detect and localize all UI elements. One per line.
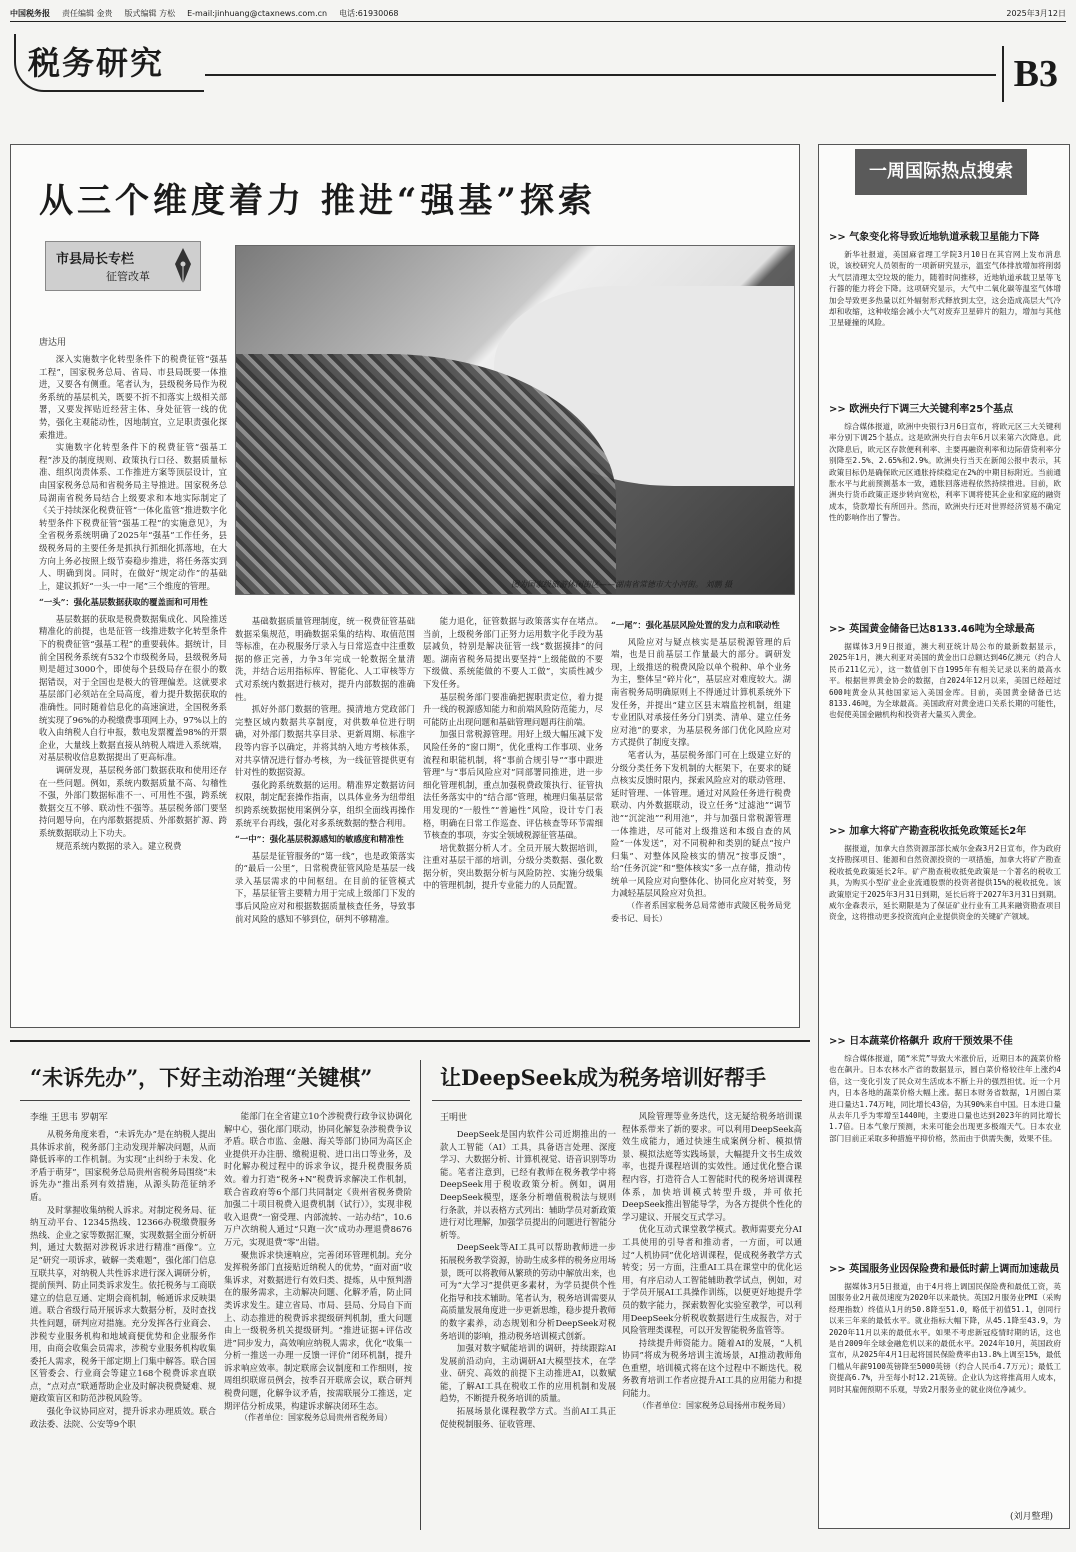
paragraph: 深入实施数字化转型条件下的税费征管“强基工程”，国家税务总局、省局、市县局既要一体推进，又要各有侧重。笔者认为，县级税务局作为税务系统的基层机关，既要不折不扣落实上级相关部署，又要发挥贴近经营主体、身处征管一线的优势，强化主观能动性，因地制宜，立足职责强化探索推进。: [39, 354, 227, 440]
paragraph: 持续提升师资能力。随着AI的发展，“人机协同”将成为税务培训主流场景，AI推动教师角色重塑，培训模式将在这个过程中不断迭代。税务教育培训工作者应提升AI工具的应用能力和提问能力。: [622, 1337, 802, 1399]
sidebar-title: 一周国际热点搜索: [855, 149, 1027, 195]
author-note: （作者系国家税务总局常德市武陵区税务局党委书记、局长）: [611, 901, 791, 923]
top-rule: [10, 21, 1066, 22]
news-title: >> 气象变化将导致近地轨道承载卫星能力下降: [829, 232, 1040, 243]
right-article-column-1: [440, 1128, 616, 1528]
paragraph: 从税务角度来看，“未诉先办”是在纳税人提出具体诉求前，税务部门主动发现并解决问题，从而降低诉率的工作机制。为实现“止纠纷于未发、化矛盾于萌芽”，国家税务总局贵州省税务局围绕“未诉先办”推出系列有效措施，从源头防范征纳矛盾。: [30, 1129, 216, 1202]
article-column-2: [235, 615, 415, 1015]
paragraph: 聚焦诉求快速响应，完善闭环管理机制。充分发挥税务部门直接贴近纳税人的优势，“面对面”收集诉求，对数据进行有效归类、提炼，从中预判潜在的服务需求，主动解决问题、化解矛盾，防止同类诉求发生。建立省局、市局、县局、分局自下而上、动态推进的税费诉求提级研判机制，重大问题由上一级税务机关提级研判。“推进证据+评估改进”同步发力，高效响应纳税人需求，优化“收集一分析一推送一办理一反馈一评价”闭环机制，提升诉求响应效率。制定联席会议制度和工作细则，按周组织联席员例会，按季召开联席会议，联合研判税费问题，化解争议矛盾，按需联展分工推送，定期评估分析成果，构建诉求解决闭环生态。: [224, 1249, 412, 1411]
column-divider: [420, 1060, 421, 1530]
issue-date: 2025年3月12日: [1006, 8, 1066, 18]
section-header: [10, 24, 1066, 132]
title-divider-left: [20, 1100, 410, 1101]
paragraph: 风险管理等业务迭代，这无疑给税务培训课程体系带来了新的要求。可以利用DeepSeek高效生成能力，通过快速生成案例分析、模拟情景、模拟法庭等实践场景，大幅提升文书生成效率，也提升课程培训的实效性。通过优化整合课程内容，打造符合人工智能时代的税务培训课程体系，加快培训模式转型升级，并可依托DeepSeek推出智能导学，为各方提供个性化的学习建议、开展交互式学习。: [622, 1111, 802, 1222]
news-body: 据媒体3月5日报道，由于4月将上调国民保险费和最低工资，英国服务业2月裁员速度为2020年以来最快。英国2月服务业PMI（采购经理指数）终值从1月的50.8降至51.0，略低于初值51.1，创同行以来三年来的最低水平。就业指标大幅下降，从45.1降至43.9，为2020年11月以来的最低水平。如果不考虑新冠疫情时期的话，这也是自2009年全球金融危机以来的最低水平。2024年10月，英国政府宣布，从2025年4月1日起将国民保险费率由13.8%上调至15%，最低门槛从年薪9100英镑降至5000英镑（约合人民币4.7万元）；最低工资提高6.7%，升至每小时12.21英镑。企业认为这将推高用人成本，同时其雇佣预期不乐观，导致2月服务业的就业岗位净减少。: [829, 1282, 1061, 1394]
news-body: 据报道，加拿大自然资源部部长威尔金森3月2日宣布，作为政府支持勘探项目、能源和自然资源投资的一项措施，加拿大将矿产勘查税收抵免政策延长2年。矿产勘查税收抵免政策是一个著名的税收工具，为购买小型矿业企业流通股票的投资者提供15%的税收抵免。该政策原定于2025年3月31日到期，延长后将于2027年3月31日到期。威尔金森表示，延长期限是为了保证矿业行业有工具来融资勘查项目资金，这将推动更多投资流向企业提供资金的关键矿产领域。: [829, 844, 1061, 922]
left-article-column-2: [224, 1110, 412, 1528]
sidebar-credit: (刘月整理): [1009, 1512, 1053, 1522]
email: E-mail:jinhuang@ctaxnews.com.cn: [187, 8, 328, 18]
paragraph: 加强对数字赋能培训的调研，持续跟踪AI发展前沿动向，主动调研AI大模型技术，在学业、研究、高效的前提下主动推进AI，以数赋能，了解AI工具在税收工作的应用机制和发展趋势，不断提升税务培训的质量。: [440, 1343, 616, 1404]
paragraph: 基础数据质量管理制度，统一税费征管基础数据采集规范，明确数据采集的结构、取值范围等标准，在办税服务厅录入与日常巡查中注重数据的修正完善，力争3年完成一轮数据全量清洗，并结合运用指标库、智能化、人工审核等方式对系统内数据进行核对，提升内部数据的准确性。: [235, 616, 415, 702]
news-body: 综合媒体报道，欧洲中央银行3月6日宣布，将欧元区三大关键利率分别下调25个基点。这是欧洲央行自去年6月以来第六次降息。此次降息后，欧元区存款便利利率、主要再融资利率和边际借贷利率分别降至2.5%、2.65%和2.9%。欧洲央行当天在新闻公报中表示，其政策目标仍是确保欧元区通胀持续稳定在2%的中期目标附近。当前通胀水平与此前预测基本一致，通胀回落进程依然持续推进。目前，欧洲央行货币政策正逐步转向宽松，利率下调将使其企业和家庭的融资成本，贷款增长有所回升。然而，欧洲央行还对世界经济贸易不确定性的影响作出了警告。: [829, 422, 1061, 523]
paper-name: 中国税务报: [10, 8, 50, 18]
bottom-rule: [10, 1040, 810, 1042]
article-column-4: [611, 615, 791, 1015]
paragraph: 风险应对与疑点核实是基层税源管理的后端，也是日前基层工作量最大的部分。调研发现，上级推送的税费风险以单个税种、单个业务为主，整体呈“碎片化”，基层应对难度较大。湖南省税务局明确原则上不得通过计算机系统外下发任务，并提出“建立区县末端监控机制，组建专业团队对承接任务分门别类、清单、建立任务应对池”的要求，为基层税务部门优化风险应对方式提供了制度支撑。: [611, 636, 791, 748]
paragraph: 笔者认为，基层税务部门可在上级建立好的分级分类任务下发机制的大框架下，在要求的疑点核实反馈时限内，探索风险应对的联动管理、延时管理、一体管理。通过对风险任务进行税费联动、内外数据联动，设立任务“过滤池”“调节池”“沉淀池”“利用池”，并与加强日常税源管理一体推进，尽可能对上级推送和本级自查的风险“一体发送”，对不同税种和类别的疑点“按户归集”、对整体风险核实的情况“按事反馈”，给“任务沉淀”和“整体核实”多一点存储，推动传统单一风险应对向整体化、协同化应对转变，努力减轻基层风险应对负担。: [611, 749, 791, 899]
right-article-author: 王明世: [440, 1113, 468, 1123]
news-title: >> 英国黄金储备已达8133.46吨为全球最高: [829, 624, 1035, 635]
section-title: 税务研究: [28, 44, 165, 82]
paragraph: 优化互动式课堂教学模式。教师需要充分AI工具使用的引导者和推动者，一方面，可以通过“人机协同”优化培训课程，促成税务教学方式转变；另一方面，注重AI工具在课堂中的优化运用，有序启动人工智能辅助教学试点，例如，对于学员开展AI工具操作训练，以便更好地提升学员的数字能力，探索数智化实验室教学，可以利用DeepSeek分析税收数据进行生成报告，对于风险管理类课程，可以开发智能税务监管等。: [622, 1224, 802, 1336]
subheading: “一头”：强化基层数据获取的覆盖面和可用性: [39, 597, 208, 608]
title-divider-right: [432, 1100, 802, 1101]
paragraph: 基层税务部门要准确把握职责定位，着力提升一线的税源感知能力和前端风险防范能力，尽可能防止出现问题和基础管理问题再往前端。: [423, 691, 603, 727]
news-title: >> 欧洲央行下调三大关键利率25个基点: [829, 404, 1014, 415]
author-note: （作者单位：国家税务总局贵州省税务局）: [240, 1413, 392, 1423]
subheading: “一尾”：强化基层风险处置的发力点和联动性: [611, 620, 780, 630]
paragraph: 能力退化，征管数据与政策落实存在堵点。当前，上级税务部门正努力运用数字化手段为基层减负，特别是解决征管一线“数据摸排”的问题。湖南省税务局提出要坚持“上级能做的不要下级做、系统能做的不要人工做”，实质性减少下发任务。: [423, 616, 603, 689]
paragraph: 强化争议协同应对，提升诉求办理质效。联合政法委、法院、公安等9个职: [30, 1406, 216, 1429]
left-article-column-1: [30, 1128, 216, 1528]
paragraph: 实施数字化转型条件下的税费征管“强基工程”涉及的制度规则、政策执行口径、数据质量标准、组织岗责体系、工作推进方案等顶层设计，宜由国家税务总局和省税务局主导推进。国家税务总局湖南省税务局结合上级要求和本地实际制定了《关于持续深化税费征管“一体化监管”推进数字化转型条件下税费征管“强基工程”的实施意见》，为全省税务系统明确了2025年“强基”工作任务，县级税务局的主要任务是抓执行抓细化抓落地，在大方向上务必按照上级节奏稳步推进，将任务落实到人、明确到岗。同时，在做好“规定动作”的基础上，建议抓好“一头一中一尾”三个维度的管理。: [39, 442, 227, 591]
paragraph: 及时掌握收集纳税人诉求。对制定税务局、征纳互动平台、12345热线、12366办税缴费服务热线、企业之家等数据汇聚，实现数据全面分析研判，通过大数据对涉税诉求进行精准“画像”。立足“研究一项诉求，破解一类难题”，强化部门信息互联共享，对纳税人共性诉求进行深入调研分析，提前预判、防止同类诉求发生。依托税务与工商联建立的信息互通、定期会商机制，畅通诉求反映渠道。联合省级行局开展诉求大数据分析，及时查找共性问题，研判应对措施。充分发挥各行业商会、涉税专业服务机构和地域商便优势和企业服务作用，由商会收集会员需求，涉税专业服务机构收集委托人需求，税务干部定期上门集中解答。联合国区管委会、行业商会等建立168个税费诉求直联点，“点对点”联通帮助企业及时解决税费疑难、规避政策盲区和防范涉税风险等。: [30, 1204, 216, 1404]
paragraph: 抓好外部门数据的管理。摸清地方党政部门完整区域内数据共享制度，对供数单位进行明确，对外部门数据共享目录、更新周期、标准字段等内容予以确定，并将其纳入地方考核体系，对共享情况进行督办考核，为一线征管提供更有针对性的数据资源。: [235, 704, 415, 778]
column-badge: [45, 241, 201, 291]
paragraph: DeepSeek等AI工具可以帮助教师进一步拓展税务教学资源，协助生成多样的税务应用场景，既可以将教师从繁琐的劳动中解放出来，也可为“大学习”提供更多素材，为学员提供个性化指导和技术辅助。笔者认为，税务培训需要从高质量发展角度进一步更新思维，稳步提升教师的数字素养，动态规划和分析DeepSeek对税务培训的影响，推动税务培训模式创新。: [440, 1242, 616, 1341]
news-title: >> 日本蔬菜价格飙升 政府干预效果不佳: [829, 1036, 1013, 1047]
right-article-title: 让DeepSeek成为税务培训好帮手: [440, 1065, 767, 1090]
paragraph: 拓展场景化课程教学方式。当前AI工具正促使税制服务、征收管理、: [440, 1406, 616, 1429]
paragraph: 规范系统内数据的录入。建立税费: [55, 840, 182, 851]
left-article-authors: 李维 王思韦 罗朝军: [30, 1113, 108, 1123]
badge-sublabel: 征管改革: [106, 270, 150, 283]
masthead-bar: [10, 6, 1066, 20]
photo-caption: 图为国家级旅游休闲街区——湖南省常德市大小河街。 刘鹏 摄: [511, 580, 733, 589]
layout-editor: 版式编辑 方松: [124, 8, 176, 18]
pen-nib-icon: [172, 246, 194, 286]
left-article-title: “未诉先办”，下好主动治理“关键棋”: [30, 1065, 373, 1090]
paragraph: 基层数据的获取是税费数据集成化、风险推送精准化的前提，也是征管一线推进数字化转型条件下的税费征管“强基工程”的重要载体。据统计，目前全国税务系统有532个市级税务局，县级税务局则是超过3000个，即使每个县级局存在很小的数据错误，对于全国也是极大的管理偏差。这就要求基层部门必须站在全局高度，着力提升数据获取的准确性。同时随着信息化的高速演进，全国税务系统实现了96%的办税缴费事项网上办，97%以上的收入由纳税人自行申报，数电发票覆盖98%的开票企业，大量线上数据直接从纳税人端进入系统端，对基层税收信息数据提出了更高标准。: [39, 613, 227, 763]
article-author: 唐达用: [39, 338, 67, 348]
right-article-column-2: [622, 1110, 802, 1528]
article-column-3: [423, 615, 603, 1015]
paragraph: DeepSeek是国内软件公司近期推出的一款人工智能（AI）工具，具备语言处理、深度学习、大数据分析、计算机视觉、语音识别等功能。笔者注意到，已经有教师在税务教学中将DeepSeek用于税收政策分析。例如，调用DeepSeek模型，逐条分析增值税税法与规则行条款，并以表格方式列出：辅助学员对新政策进行对比理解，加强学员提出的问题进行智能分析等。: [440, 1129, 616, 1240]
paragraph: 培优数据分析人才。全员开展大数据培训，注重对基层干部的培训，分级分类数据、强化数据分析，突出数据分析与风险防控、实施分级集中的管理机制，提升专业能力的人员配置。: [423, 842, 603, 891]
news-body: 据媒体3月9日报道，澳大利亚统计局公布的最新数据显示，2025年1月，澳大利亚对美国的黄金出口总额达到46亿澳元（约合人民币211亿元），这一数值创下自1995年有相关记录以来的最高水平。根据世界黄金协会的数据，自2024年12月以来，美国已经超过600吨黄金从其他国家运入美国金库。目前，美国黄金储备已达8133.46吨，为全球最高。美国政府对黄金进口关系长期的可能性，也促使美国金融机构和投资者大量买入黄金。: [829, 642, 1061, 720]
badge-label: 市县局长专栏: [56, 252, 135, 267]
news-item: [829, 1035, 1061, 1144]
paragraph: 能部门在全省建立10个涉税费行政争议协调化解中心，强化部门联动，协同化解复杂涉税费争议矛盾。联合市监、金融、海关等部门协同为高区企业提供开办注册、缴税退税、进口出口等业务，及时化解办税过程中的诉求争议，提升税费服务质效。着力打造“税务+N”税费诉求解决工作机制，联合省政府等6个部门共同制定《贵州省税务费阶加强二十项目税费入退费机制（试行）》，实现非税收入退费“一窗受理、内部流转、一站办结”，10.6万户次纳税人通过“只跑一次”成功办理退费8676万元，实现退费“零”出错。: [224, 1111, 412, 1247]
news-item: [829, 1263, 1061, 1395]
news-item: [829, 403, 1061, 524]
news-title: >> 加拿大将矿产勘查税收抵免政策延长2年: [829, 826, 1027, 837]
page-code: B3: [1002, 46, 1058, 102]
street-photo: [235, 245, 795, 595]
article-title: 从三个维度着力 推进“强基”探索: [39, 181, 596, 221]
article-column-1: [39, 353, 227, 1013]
paragraph: 调研发现，基层税务部门数据获取和使用还存在一些问题。例如，系统内数据质量不高、勾稽性不强，外部门数据标准不一、可用性不强，跨系统数据交互不够、联动性不强等。基层税务部门要坚持问题导向，在内部数据提质、外部数据扩源、跨系统数据联动上下功夫。: [39, 765, 227, 838]
main-article: [10, 144, 800, 1028]
paragraph: 强化跨系统数据的运用。精准界定数据访问权限，制定配套操作指南，以具体业务为纽带组织跨系统数据使用案例分享，组织全面线再操作系统平台再线，强化对多系统数据的整合利用。: [235, 779, 415, 828]
paragraph: 基层是征管服务的“第一线”，也是政策落实的“最后一公里”，日常税费征管风险是基层一线录入基层需求的中间枢纽。在目前的征管模式下，基层征管主要精力用于完成上级部门下发的事后风险应对和根据数据质量核查任务，导致事前对风险的感知不够到位，研判不够精准。: [235, 850, 415, 924]
news-body: 新华社报道，美国麻省理工学院3月10日在其官网上发布消息说，该校研究人员领衔的一项新研究显示，温室气体排放增加将削弱大气层清理太空垃圾的能力，随着时间推移，近地轨道承载卫星等飞行器的能力将会下降。这项研究显示，大气中二氧化碳等温室气体增加会导致更多热量以红外辐射形式释放到太空，这会造成高层大气冷却和收缩，这种收缩会减小大气对废弃卫星碎片的阻力，增加与其他卫星碰撞的风险。: [829, 250, 1061, 328]
phone: 电话:61930068: [339, 8, 399, 18]
header-line: [205, 74, 996, 76]
hot-topics-sidebar: [818, 144, 1070, 1529]
author-note: （作者单位：国家税务总局扬州市税务局）: [638, 1400, 790, 1410]
news-item: [829, 825, 1061, 923]
news-title: >> 英国服务业因保险费和最低时薪上调而加速裁员: [829, 1264, 1060, 1275]
editor: 责任编辑 金贵: [62, 8, 113, 18]
news-item: [829, 231, 1061, 329]
news-body: 综合媒体报道，随“米荒”导致大米涨价后，近期日本的蔬菜价格也在飙升。日本农林水产省的数据显示，圆白菜价格较往年上涨约4倍，这一变化引发了民众对生活成本不断上升的强烈担忧。近一个月内，日本各地的蔬菜价格大幅上涨。据日本财务省数据，1月圆白菜进口量达1.74万吨，同比增长43倍，为其90%来自中国。日本进口量从去年几乎为零增至1440吨，主要进口量也达到2023年的同比增长1.7倍。日本气象厅预测，未来可能会出现更多极端天气。日本农业部门目前正采取多种措施平抑价格，然而由于供需失衡，效果不佳。: [829, 1054, 1061, 1143]
paragraph: 加强日常税源管理。用好上级大幅压减下发风险任务的“窗口期”，优化重构工作事项、业务流程和职能机制，将“事前合规引导”“事中跟进管理”与“事后风险应对”同部署同推进，进一步细化管理机制，重点加强税费政策执行、征管执法任务落实中的“结合部”管理，梳理归集基层常用发现的“一般性”“普遍性”风险，设计专门表格，明确在日常工作巡查、评估核查等环节需细节核查的事项，夯实全领域税源征管基础。: [423, 729, 603, 841]
subheading: “一中”：强化基层税源感知的敏感度和精准性: [235, 834, 404, 845]
news-item: [829, 623, 1061, 721]
